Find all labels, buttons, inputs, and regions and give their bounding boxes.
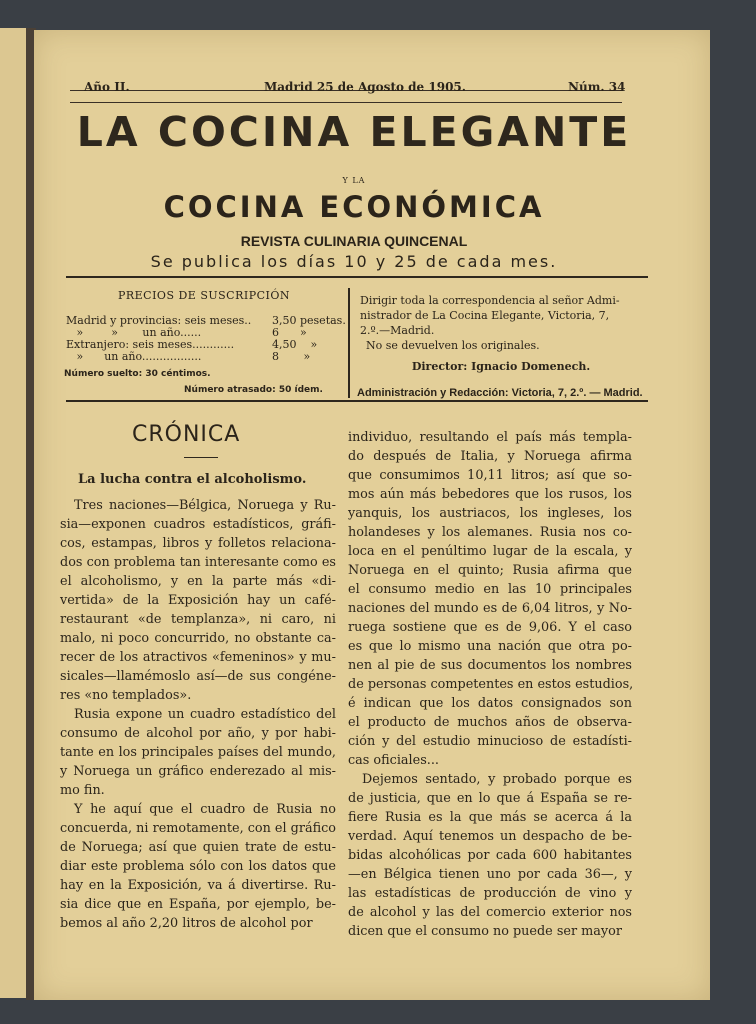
article-line: fiere Rusia es la que más se acerca á la [348,810,632,825]
price-label: » un año................. [66,350,202,363]
issue-number: Núm. 34 [568,80,626,94]
article-line: hay en la Exposición, va á divertirse. Ru- [60,878,336,893]
article-line: cas oficiales... [348,753,439,768]
article-line: de personas competentes en estos estudios, [348,677,634,692]
article-line: recer de los atractivos «femeninos» y mu- [60,650,336,665]
rule-below-info [66,400,648,402]
article-line: Dejemos sentado, y probado porque es [362,772,632,787]
subscription-title: PRECIOS DE SUSCRIPCIÓN [117,289,291,302]
article-line: nen al pie de sus documentos los nombres [348,658,632,673]
article-line: es que lo mismo una nación que otra po- [348,639,632,654]
article-line: consumo de alcohol por año, y por habi- [60,726,336,741]
article-line: el producto de muchos años de observa- [348,715,632,730]
article-line: las estadísticas de producción de vino y [348,886,632,901]
article-line: bemos al año 2,20 litros de alcohol por [60,916,313,931]
article-line: Rusia expone un cuadro estadístico del [74,707,336,722]
article-line: Y he aquí que el cuadro de Rusia no [74,802,336,817]
article-line: diar este problema sólo con los datos que [60,859,336,874]
article-line: vertida» de la Exposición hay un café- [60,593,336,608]
article-line: Noruega en el quinto; Rusia afirma que [348,563,632,578]
article-line: mo fin. [60,783,105,798]
masthead-title: LA COCINA ELEGANTE [76,108,632,156]
article-line: malo, ni poco concurrido, no obstante ca- [60,631,336,646]
section-heading-rule [184,457,218,458]
article-line: restaurant «de templanza», ni caro, ni [60,612,336,627]
article-line: é indican que los datos consignados son [348,696,632,711]
article-line: verdad. Aquí tenemos un despacho de be- [348,829,632,844]
section-heading: CRÓNICA [132,422,241,447]
article-column-2 [348,428,632,941]
article-line: individuo, resultando el país más templa- [348,430,632,445]
price-value: 4,50 » [272,338,318,351]
article-line: res «no templados». [60,688,192,703]
price-value: 6 » [272,326,307,339]
article-line: yanquis, los austriacos, los ingleses, los [348,506,632,521]
article-line: ruega sostiene que es de 9,06. Y el caso [348,620,632,635]
article-column-1 [60,496,336,933]
correspondence-line: No se devuelven los originales. [366,339,540,352]
article-line: do después de Italia, y Noruega afirma [348,449,632,464]
article-line: dicen que el consumo no puede ser mayor [348,924,622,939]
single-issue-price: Número suelto: 30 céntimos. [64,369,211,379]
article-line: que consumimos 10,11 litros; así que so- [348,468,632,483]
article-line: bidas alcohólicas por cada 600 habitantes [348,848,632,863]
issue-date: Madrid 25 de Agosto de 1905. [264,80,466,94]
price-label: » » un año...... [66,326,202,339]
left-page-edge [0,28,28,998]
article-line: naciones del mundo es de 6,04 litros, y No- [348,601,632,616]
masthead-subtitle: COCINA ECONÓMICA [163,190,545,224]
price-value: 8 » [272,350,311,363]
article-line: sia dice que en España, por ejemplo, be- [60,897,336,912]
correspondence-line: Dirigir toda la correspondencia al señor Admi- [360,294,620,307]
price-value: 3,50 pesetas. [272,314,346,327]
article-line: de alcohol y las del comercio exterior nos [348,905,632,920]
price-label: Madrid y provincias: seis meses.. [66,314,252,327]
article-line: sia—exponen cuadros estadísticos, gráfi- [60,517,336,532]
price-label: Extranjero: seis meses............ [66,338,235,351]
article-line: y Noruega un gráfico enderezado al mis- [60,764,336,779]
issue-year: Año II. [84,80,130,94]
article-line: cos, estampas, libros y folletos relaciona- [60,536,336,551]
article-line: ción y del estudio minucioso de estadísti- [348,734,632,749]
article-line: el alcoholismo, y en la parte más «di- [60,574,336,589]
correspondence-notice [360,293,642,353]
rule-above-info [66,276,648,278]
article-line: holandeses y los alemanes. Rusia nos co- [348,525,632,540]
article-line: de Noruega; así que quien trate de estu- [60,840,336,855]
article-line: dos con problema tan interesante como es [60,555,336,570]
administration-address: Administración y Redacción: Victoria, 7, 2.º. — Madrid. [357,387,643,399]
article-line: tante en los principales países del mundo, [60,745,336,760]
newspaper-page [34,30,710,1000]
correspondence-line: nistrador de La Cocina Elegante, Victoria, 7, [360,309,610,322]
article-line: de justicia, que en lo que á España se re- [348,791,632,806]
masthead-connector: Y LA [342,176,366,185]
article-line: mos aún más bebedores que los rusos, los [348,487,632,502]
article-headline: La lucha contra el alcoholismo. [78,472,307,487]
article-line: —en Bélgica tienen uno por cada 36—, y [348,867,632,882]
masthead-tagline: REVISTA CULINARIA QUINCENAL [240,233,468,249]
back-issue-price: Número atrasado: 50 ídem. [184,385,323,395]
article-line: sicales—llamémoslo así—de sus congéne- [60,669,336,684]
article-line: el consumo medio en las 10 principales [348,582,632,597]
article-line: concuerda, ni remotamente, con el gráfico [60,821,336,836]
article-line: loca en el penúltimo lugar de la escala, y [348,544,632,559]
info-divider [348,288,350,398]
article-line: Tres naciones—Bélgica, Noruega y Ru- [74,498,336,513]
director-name: Director: Ignacio Domenech. [411,360,591,373]
publication-frequency: Se publica los días 10 y 25 de cada mes. [150,252,558,271]
correspondence-line: 2.º.—Madrid. [360,324,435,337]
header-rule-bottom [70,102,622,103]
